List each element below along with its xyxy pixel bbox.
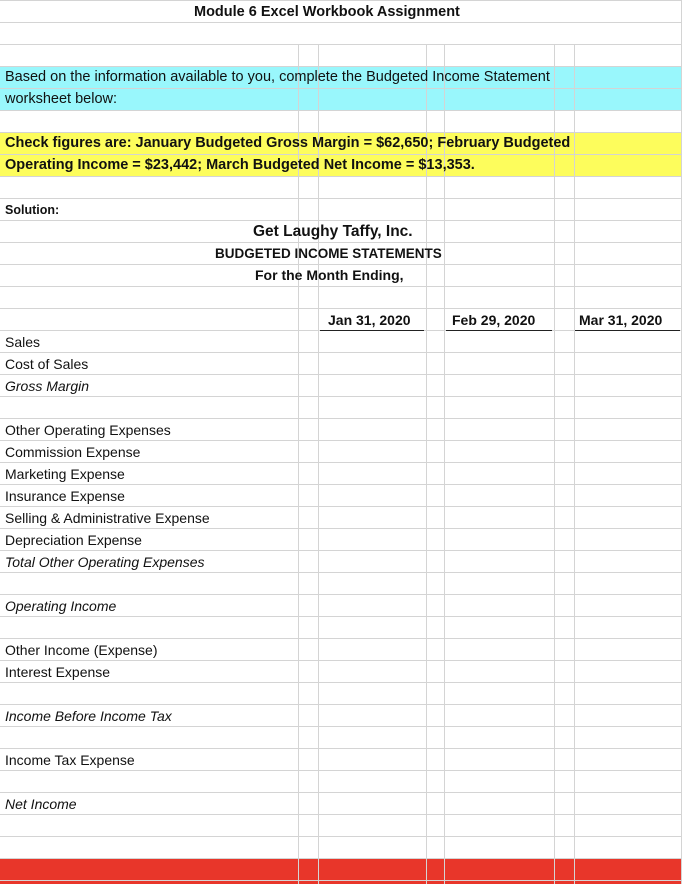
gridline [0, 704, 682, 705]
gridline [574, 44, 575, 884]
column-header-mar-underline [575, 330, 680, 331]
column-header-jan-underline [320, 330, 424, 331]
check-figures-line-1[interactable]: Check figures are: January Budgeted Gross Margin = $62,650; February Budgeted [5, 135, 571, 151]
row-label-operating-income[interactable]: Operating Income [5, 598, 117, 614]
gridline [0, 198, 682, 199]
gridline [0, 594, 682, 595]
gridline [0, 726, 682, 727]
company-name[interactable]: Get Laughy Taffy, Inc. [253, 223, 413, 240]
gridline [0, 66, 682, 67]
gridline [0, 352, 682, 353]
period-label[interactable]: For the Month Ending, [255, 267, 404, 283]
row-label-selling-admin-expense[interactable]: Selling & Administrative Expense [5, 510, 210, 526]
gridline [0, 132, 682, 133]
instructions-line-1[interactable]: Based on the information available to you, complete the Budgeted Income Statement [5, 69, 550, 85]
row-label-cost-of-sales[interactable]: Cost of Sales [5, 356, 89, 372]
row-label-total-other-operating-expenses[interactable]: Total Other Operating Expenses [5, 554, 205, 570]
gridline [0, 242, 682, 243]
row-label-income-before-tax[interactable]: Income Before Income Tax [5, 708, 172, 724]
row-label-depreciation-expense[interactable]: Depreciation Expense [5, 532, 142, 548]
gridline [0, 528, 682, 529]
gridline [0, 660, 682, 661]
row-label-insurance-expense[interactable]: Insurance Expense [5, 488, 125, 504]
gridline [0, 880, 682, 881]
gridline [0, 286, 682, 287]
gridline [0, 22, 682, 23]
row-label-other-operating-expenses[interactable]: Other Operating Expenses [5, 422, 171, 438]
row-label-sales[interactable]: Sales [5, 334, 41, 350]
gridline [0, 638, 682, 639]
sheet-title[interactable]: Module 6 Excel Workbook Assignment [194, 4, 460, 20]
gridline [0, 814, 682, 815]
gridline [0, 550, 682, 551]
check-figures-line-2[interactable]: Operating Income = $23,442; March Budgeted Net Income = $13,353. [5, 157, 475, 173]
gridline [0, 484, 682, 485]
gridline [0, 154, 682, 155]
row-label-commission-expense[interactable]: Commission Expense [5, 444, 141, 460]
gridline [0, 220, 682, 221]
gridline [0, 176, 682, 177]
gridline [0, 308, 682, 309]
row-label-income-tax-expense[interactable]: Income Tax Expense [5, 752, 135, 768]
solution-label[interactable]: Solution: [5, 203, 60, 217]
gridline [0, 264, 682, 265]
gridline [0, 418, 682, 419]
row-label-other-income-expense[interactable]: Other Income (Expense) [5, 642, 158, 658]
gridline [0, 462, 682, 463]
row-label-marketing-expense[interactable]: Marketing Expense [5, 466, 125, 482]
gridline [0, 792, 682, 793]
gridline [0, 616, 682, 617]
column-header-feb-underline [446, 330, 552, 331]
gridline [0, 770, 682, 771]
statement-title[interactable]: BUDGETED INCOME STATEMENTS [215, 246, 442, 261]
column-header-jan[interactable]: Jan 31, 2020 [328, 312, 411, 328]
gridline [0, 88, 682, 89]
gridline [554, 44, 555, 884]
gridline [0, 44, 682, 45]
gridline [0, 506, 682, 507]
row-label-interest-expense[interactable]: Interest Expense [5, 664, 111, 680]
gridline [0, 0, 682, 1]
gridline [0, 110, 682, 111]
column-header-feb[interactable]: Feb 29, 2020 [452, 312, 536, 328]
gridline [0, 572, 682, 573]
instructions-line-2[interactable]: worksheet below: [5, 91, 118, 107]
column-header-mar[interactable]: Mar 31, 2020 [579, 312, 663, 328]
row-label-gross-margin[interactable]: Gross Margin [5, 378, 90, 394]
row-label-net-income[interactable]: Net Income [5, 796, 77, 812]
gridline [0, 374, 682, 375]
gridline [0, 836, 682, 837]
gridline [0, 682, 682, 683]
gridline [0, 440, 682, 441]
gridline [0, 858, 682, 859]
gridline [0, 748, 682, 749]
gridline [0, 396, 682, 397]
